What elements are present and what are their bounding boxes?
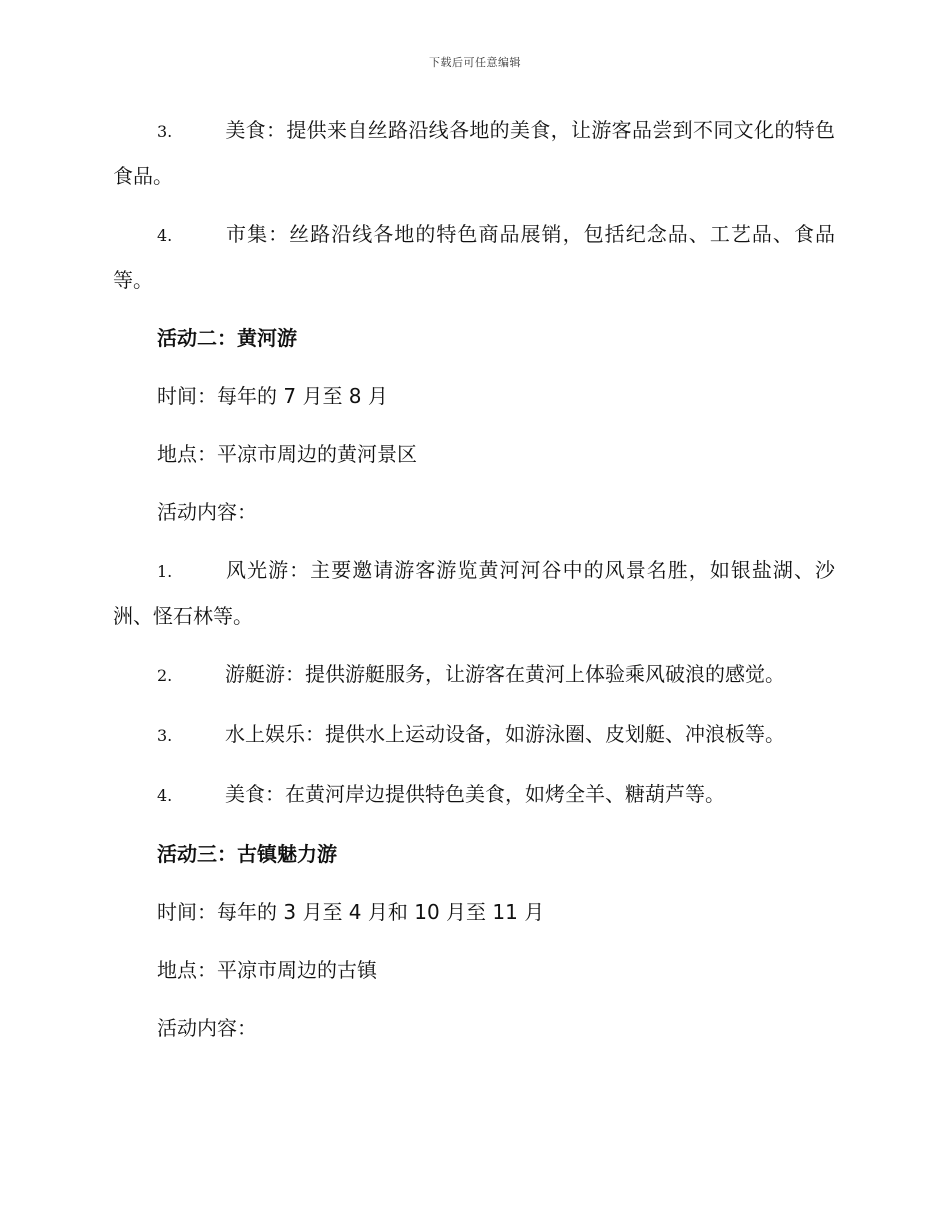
list-item bbox=[113, 652, 835, 698]
activity2-place: 地点：平凉市周边的黄河景区 bbox=[157, 442, 417, 466]
list-item bbox=[113, 712, 835, 758]
list-number: 1. bbox=[157, 562, 173, 581]
list-text: 美食：提供来自丝路沿线各地的美食，让游客品尝到不同文化的特色食品。 bbox=[113, 118, 835, 188]
list-item bbox=[113, 548, 835, 638]
document-body bbox=[113, 108, 835, 1064]
list-item bbox=[113, 772, 835, 818]
list-number: 4. bbox=[157, 786, 173, 805]
activity3-title: 活动三：古镇魅力游 bbox=[157, 842, 337, 866]
list-number: 2. bbox=[157, 666, 173, 685]
list-text: 水上娱乐：提供水上运动设备，如游泳圈、皮划艇、冲浪板等。 bbox=[225, 722, 785, 746]
list-number: 3. bbox=[157, 726, 173, 745]
list-item bbox=[113, 212, 835, 302]
list-number: 3. bbox=[157, 122, 173, 141]
list-number: 4. bbox=[157, 226, 173, 245]
activity2-title: 活动二：黄河游 bbox=[157, 326, 297, 350]
list-text: 游艇游：提供游艇服务，让游客在黄河上体验乘风破浪的感觉。 bbox=[225, 662, 785, 686]
activity2-content-label: 活动内容： bbox=[157, 500, 257, 524]
header-note: 下载后可任意编辑 bbox=[429, 56, 521, 69]
list-item bbox=[113, 108, 835, 198]
list-text: 美食：在黄河岸边提供特色美食，如烤全羊、糖葫芦等。 bbox=[225, 782, 725, 806]
activity3-place: 地点：平凉市周边的古镇 bbox=[157, 958, 377, 982]
activity3-content-label: 活动内容： bbox=[157, 1016, 257, 1040]
list-text: 风光游：主要邀请游客游览黄河河谷中的风景名胜，如银盐湖、沙洲、怪石林等。 bbox=[113, 558, 835, 628]
activity3-time: 时间：每年的 3 月至 4 月和 10 月至 11 月 bbox=[157, 900, 545, 924]
activity2-time: 时间：每年的 7 月至 8 月 bbox=[157, 384, 388, 408]
list-text: 市集：丝路沿线各地的特色商品展销，包括纪念品、工艺品、食品等。 bbox=[113, 222, 835, 292]
